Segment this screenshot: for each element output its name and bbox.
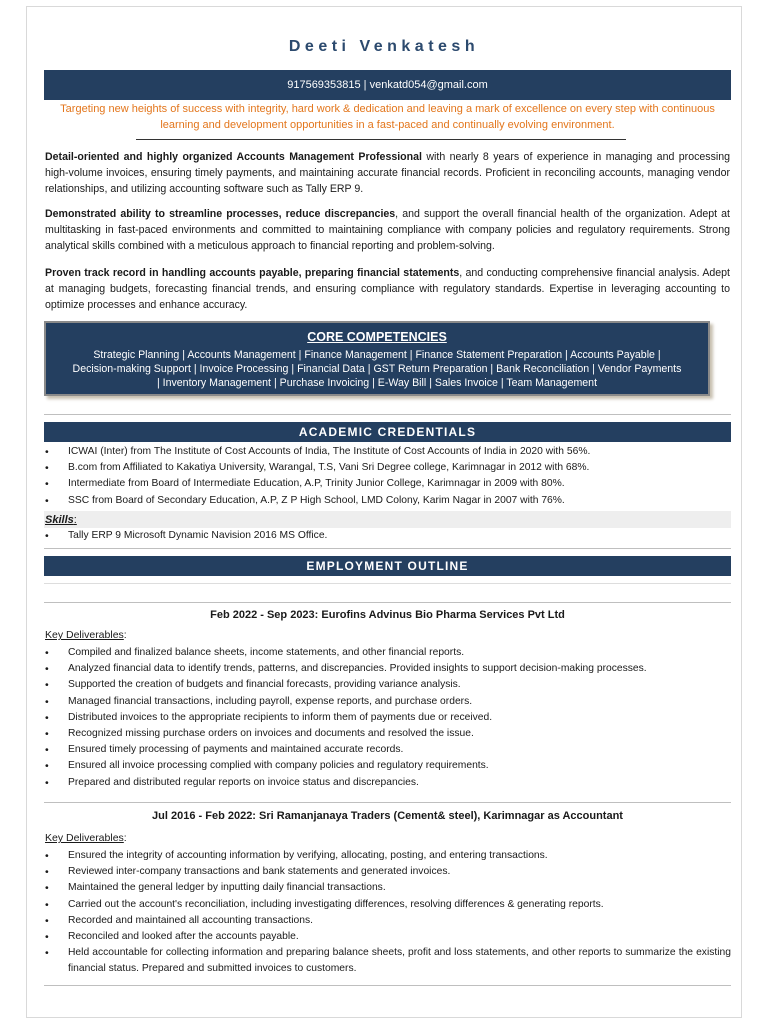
- tagline: Targeting new heights of success with integrity, hard work & dedication and leaving a mark of excellence on every step with continuous learning and development opportunities in a fast-paced and continually evolving environment.: [60, 103, 715, 131]
- list-item: • Supported the creation of budgets and financial forecasts, providing variance analysis.: [44, 677, 731, 693]
- list-item: • Held accountable for collecting information and preparing balance sheets, profit and loss statements, and other reports to summarize the existing financial status. Prepared and submitted invoices to customers.: [44, 945, 731, 977]
- list-item: • Prepared and distributed regular reports on invoice status and discrepancies.: [44, 775, 731, 791]
- summary-paragraph: [45, 149, 730, 198]
- section-divider: [44, 802, 731, 803]
- list-item: • Compiled and finalized balance sheets, income statements, and other financial reports.: [44, 645, 731, 661]
- skills-band: [44, 511, 731, 528]
- academic-list: [44, 444, 731, 509]
- list-item: • Intermediate from Board of Intermediate Education, A.P, Trinity Junior College, Karimnagar in 2009 with 80%.: [44, 476, 731, 492]
- key-deliverables-colon: :: [123, 832, 127, 844]
- employment-section-header: EMPLOYMENT OUTLINE: [44, 556, 731, 576]
- list-item: • Recognized missing purchase orders on invoices and documents and resolved the issue.: [44, 726, 731, 742]
- list-item: • Ensured all invoice processing complied with company policies and regulatory requirements.: [44, 758, 731, 774]
- section-divider: [44, 602, 731, 603]
- list-item: • Managed financial transactions, including payroll, expense reports, and purchase orders.: [44, 694, 731, 710]
- list-item: • Reconciled and looked after the accounts payable.: [44, 929, 731, 945]
- key-deliverables-text: Key Deliverables: [45, 629, 124, 641]
- key-deliverables-text: Key Deliverables: [45, 832, 124, 844]
- core-competencies-title: CORE COMPETENCIES: [307, 330, 447, 344]
- list-item: • Ensured timely processing of payments and maintained accurate records.: [44, 742, 731, 758]
- list-item: • Recorded and maintained all accounting transactions.: [44, 913, 731, 929]
- summary-highlight: Demonstrated ability to streamline processes, reduce discrepancies: [45, 208, 396, 220]
- list-item: • SSC from Board of Secondary Education, A.P, Z P High School, LMD Colony, Karim Nagar in 2007 with 76%.: [44, 493, 731, 509]
- job-deliverables-list: [44, 848, 731, 978]
- contact-bar: 917569353815 | venkatd054@gmail.com: [44, 70, 731, 100]
- core-competencies-box: [44, 321, 710, 396]
- list-item: • Reviewed inter-company transactions and bank statements and generated invoices.: [44, 864, 731, 880]
- job-deliverables-list: [44, 645, 731, 791]
- section-divider: [44, 583, 731, 584]
- summary-text: with nearly 8 years of experience in managing and processing high-volume invoices, ensuring timely payments, and maintaining accurate financial records. Proficient in reconciling accounts, managing vendor relationships, and utilizing accounting software such as Tally ERP 9.: [45, 151, 731, 196]
- summary-highlight: Proven track record in handling accounts payable, preparing financial statements: [45, 267, 460, 279]
- summary-paragraph: [45, 265, 730, 314]
- summary-text: , and conducting comprehensive financial analysis. Adept at managing budgets, forecasting financial trends, and ensuring compliance with regulatory standards. Expertise in leveraging accounting to optimize processes and enhance accuracy.: [45, 267, 731, 312]
- candidate-name: Deeti Venkatesh: [288, 38, 480, 55]
- skills-list: [44, 528, 731, 544]
- summary-text: , and support the overall financial health of the organization. Adept at multitasking in fast-paced environments and committed to maintaining compliance with company policies and regulatory requirements. Strong analytical skills combined with a meticulous approach to financial reporting and problem-solving.: [45, 208, 730, 253]
- key-deliverables-label: [45, 830, 127, 846]
- list-item: • Maintained the general ledger by inputting daily financial transactions.: [44, 880, 731, 896]
- list-item: • Ensured the integrity of accounting information by verifying, allocating, posting, and entering transactions.: [44, 848, 731, 864]
- list-item: • Carried out the account's reconciliation, including investigating differences, resolving differences & generating reports.: [44, 897, 731, 913]
- section-divider: [44, 985, 731, 986]
- summary-highlight: Detail-oriented and highly organized Accounts Management Professional: [45, 151, 422, 163]
- section-divider: [44, 548, 731, 549]
- job-heading: Jul 2016 - Feb 2022: Sri Ramanjanaya Traders (Cement& steel), Karimnagar as Accountant: [152, 810, 623, 822]
- list-item: • Distributed invoices to the appropriate recipients to inform them of payments due or received.: [44, 710, 731, 726]
- core-competencies-list: Strategic Planning | Accounts Management | Finance Management | Finance Statement Preparation | Accounts Payable | Decision-making Support | Invoice Processing | Financial Data | GST Return Preparation | Bank Reconciliation | Vendor Payments | Inventory Management | Purchase Invoicing | E-Way Bill | Sales Invoice | Team Management: [72, 349, 682, 389]
- key-deliverables-colon: :: [123, 629, 127, 641]
- skills-colon: :: [73, 514, 77, 526]
- list-item: • B.com from Affiliated to Kakatiya University, Warangal, T.S, Vani Sri Degree college, Karimnagar in 2012 with 68%.: [44, 460, 731, 476]
- list-item: • Analyzed financial data to identify trends, patterns, and discrepancies. Provided insights to support decision-making processes.: [44, 661, 731, 677]
- key-deliverables-label: [45, 627, 127, 643]
- academic-section-header: ACADEMIC CREDENTIALS: [44, 422, 731, 442]
- skills-label-text: Skills: [45, 514, 74, 526]
- list-item: • ICWAI (Inter) from The Institute of Cost Accounts of India, The Institute of Cost Accounts of India in 2020 with 56%.: [44, 444, 731, 460]
- header-divider: [136, 139, 626, 140]
- skills-label: [45, 512, 77, 528]
- list-item: • Tally ERP 9 Microsoft Dynamic Navision 2016 MS Office.: [44, 528, 731, 544]
- summary-paragraph: [45, 206, 730, 255]
- job-heading: Feb 2022 - Sep 2023: Eurofins Advinus Bio Pharma Services Pvt Ltd: [210, 609, 565, 621]
- section-divider: [44, 414, 731, 415]
